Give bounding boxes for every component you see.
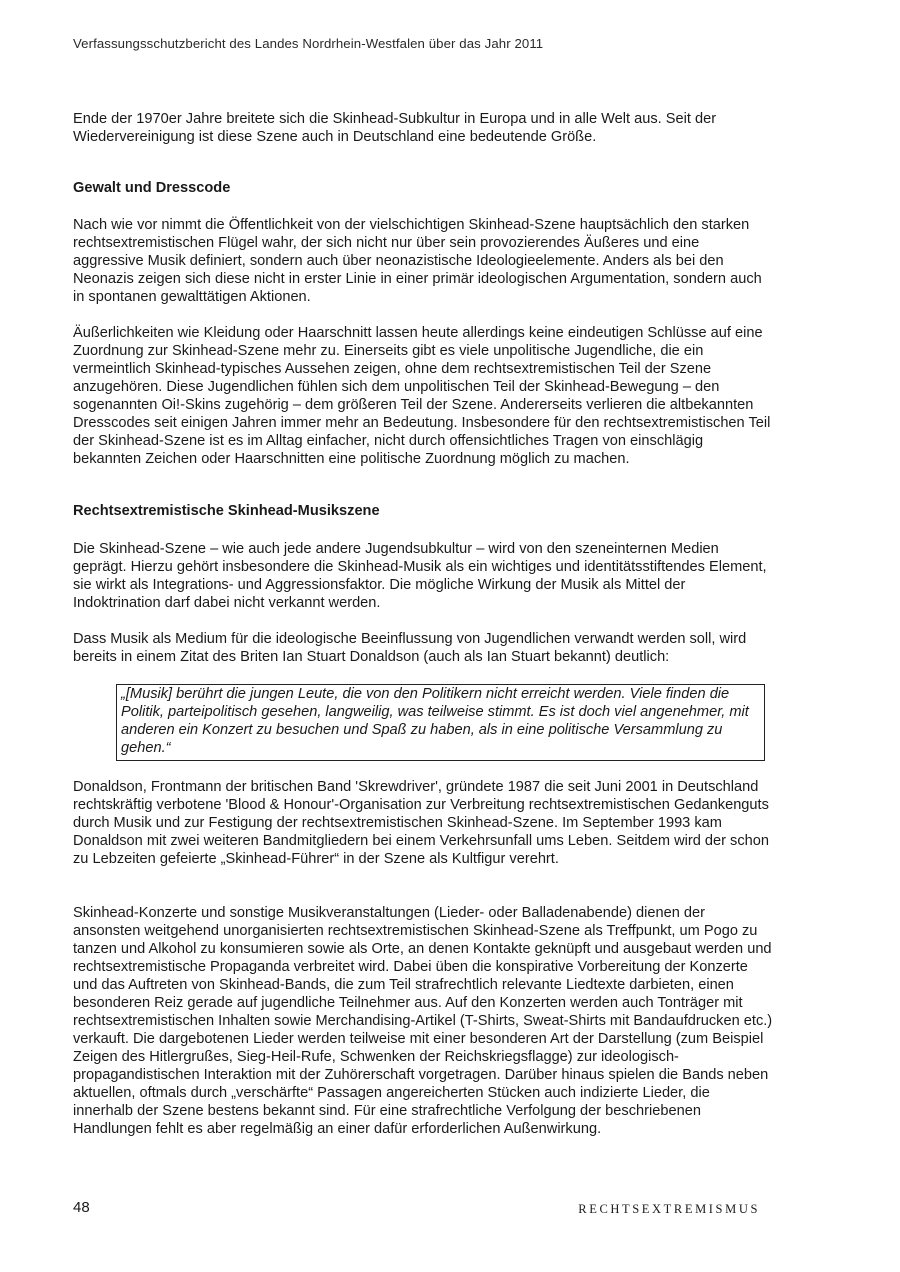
running-header: Verfassungsschutzbericht des Landes Nordrhein-Westfalen über das Jahr 2011 — [73, 36, 544, 51]
section-heading-musikszene: Rechtsextremistische Skinhead-Musikszene — [73, 503, 380, 519]
quote-box: „[Musik] berührt die jungen Leute, die von den Politikern nicht erreicht werden. Viele finden die Politik, parteipolitisch gesehen, langweilig, was teilweise stimmt. Es ist doch viel angenehmer, mit anderen ein Konzert zu besuchen und Spaß zu haben, als in eine politische Versammlung zu gehen.“ — [116, 684, 765, 761]
section-label: RECHTSEXTREMISMUS — [578, 1202, 760, 1216]
paragraph-gewalt-1: Nach wie vor nimmt die Öffentlichkeit von der vielschichtigen Skinhead-Szene hauptsächlich den starken rechtsextremistischen Flügel wahr, der sich nicht nur über sein provozierendes Äußeres und eine aggressive Musik definiert, sondern auch über neonazistische Ideologieelemente. Anders als bei den Neonazis zeigen sich diese nicht in erster Linie in einer primär ideologischen Argumentation, sondern auch in spontanen gewalttätigen Aktionen. — [73, 217, 762, 305]
paragraph-musik-2: Dass Musik als Medium für die ideologische Beeinflussung von Jugendlichen verwandt werden soll, wird bereits in einem Zitat des Briten Ian Stuart Donaldson (auch als Ian Stuart bekannt) deutlich: — [73, 631, 747, 665]
section-heading-gewalt: Gewalt und Dresscode — [73, 180, 231, 196]
intro-paragraph: Ende der 1970er Jahre breitete sich die Skinhead-Subkultur in Europa und in alle Welt aus. Seit der Wiedervereinigung ist diese Szene auch in Deutschland eine bedeutende Größe. — [73, 111, 717, 145]
paragraph-donaldson: Donaldson, Frontmann der britischen Band 'Skrewdriver', gründete 1987 die seit Juni 2001 in Deutschland rechtskräftig verbotene 'Blood & Honour'-Organisation zur Verbreitung rechtsextremistischen Gedankenguts durch Musik und zur Festigung der rechtsextremistischen Skinhead-Szene. Im September 1993 kam Donaldson mit zwei weiteren Bandmitgliedern bei einem Verkehrsunfall ums Leben. Seitdem wird der schon zu Lebzeiten gefeierte „Skinhead-Führer“ in der Szene als Kultfigur verehrt. — [73, 779, 769, 867]
paragraph-konzerte: Skinhead-Konzerte und sonstige Musikveranstaltungen (Lieder- oder Balladenabende) dienen der ansonsten weitgehend unorganisierten rechtsextremistischen Skinhead-Szene als Treffpunkt, um Pogo zu tanzen und Alkohol zu konsumieren sowie als Orte, an denen Kontakte geknüpft und ausgebaut werden und rechtsextremistische Propaganda verbreitet wird. Dabei üben die konspirative Vorbereitung der Konzerte und das Auftreten von Skinhead-Bands, die zum Teil strafrechtlich relevante Liedtexte darbieten, einen besonderen Reiz gerade auf jugendliche Teilnehmer aus. Auf den Konzerten werden auch Tonträger mit rechtsextremistischen Inhalten sowie Merchandising-Artikel (T-Shirts, Sweat-Shirts mit Bandaufdrucken etc.) verkauft. Die dargebotenen Lieder werden teilweise mit einer besonderen Art der Darstellung (zum Beispiel Zeigen des Hitlergrußes, Sieg-Heil-Rufe, Schwenken der Reichskriegsflagge) zur ideologisch-propagandistischen Interaktion mit der Zuhörerschaft vorgetragen. Darüber hinaus spielen die Bands neben aktuellen, oftmals durch „verschärfte“ Passagen angereicherten Stücken auch indizierte Lieder, die innerhalb der Szene bestens bekannt sind. Für eine strafrechtliche Verfolgung der beschriebenen Handlungen fehlt es aber regelmäßig an einer dafür erforderlichen Außenwirkung. — [73, 905, 773, 1137]
paragraph-musik-1: Die Skinhead-Szene – wie auch jede andere Jugendsubkultur – wird von den szeneinternen Medien geprägt. Hierzu gehört insbesondere die Skinhead-Musik als ein wichtiges und identitätsstiftendes Element, sie wirkt als Integrations- und Aggressionsfaktor. Die mögliche Wirkung der Musik als Mittel der Indoktrination darf dabei nicht verkannt werden. — [73, 541, 767, 611]
paragraph-gewalt-2: Äußerlichkeiten wie Kleidung oder Haarschnitt lassen heute allerdings keine eindeutigen Schlüsse auf eine Zuordnung zur Skinhead-Szene mehr zu. Einerseits gibt es viele unpolitische Jugendliche, die ein vermeintlich Skinhead-typisches Aussehen zeigen, ohne dem rechtsextremistischen Teil der Szene anzugehören. Diese Jugendlichen fühlen sich dem unpolitischen Teil der Skinhead-Bewegung – den sogenannten Oi!-Skins zugehörig – dem größeren Teil der Szene. Andererseits verlieren die altbekannten Dresscodes seit einigen Jahren immer mehr an Bedeutung. Insbesondere für den rechtsextremistischen Teil der Skinhead-Szene ist es im Alltag einfacher, nicht durch offensichtliches Tragen von einschlägig bekannten Zeichen oder Haarschnitten eine politische Zuordnung möglich zu machen. — [73, 325, 771, 467]
page-number: 48 — [73, 1199, 90, 1216]
